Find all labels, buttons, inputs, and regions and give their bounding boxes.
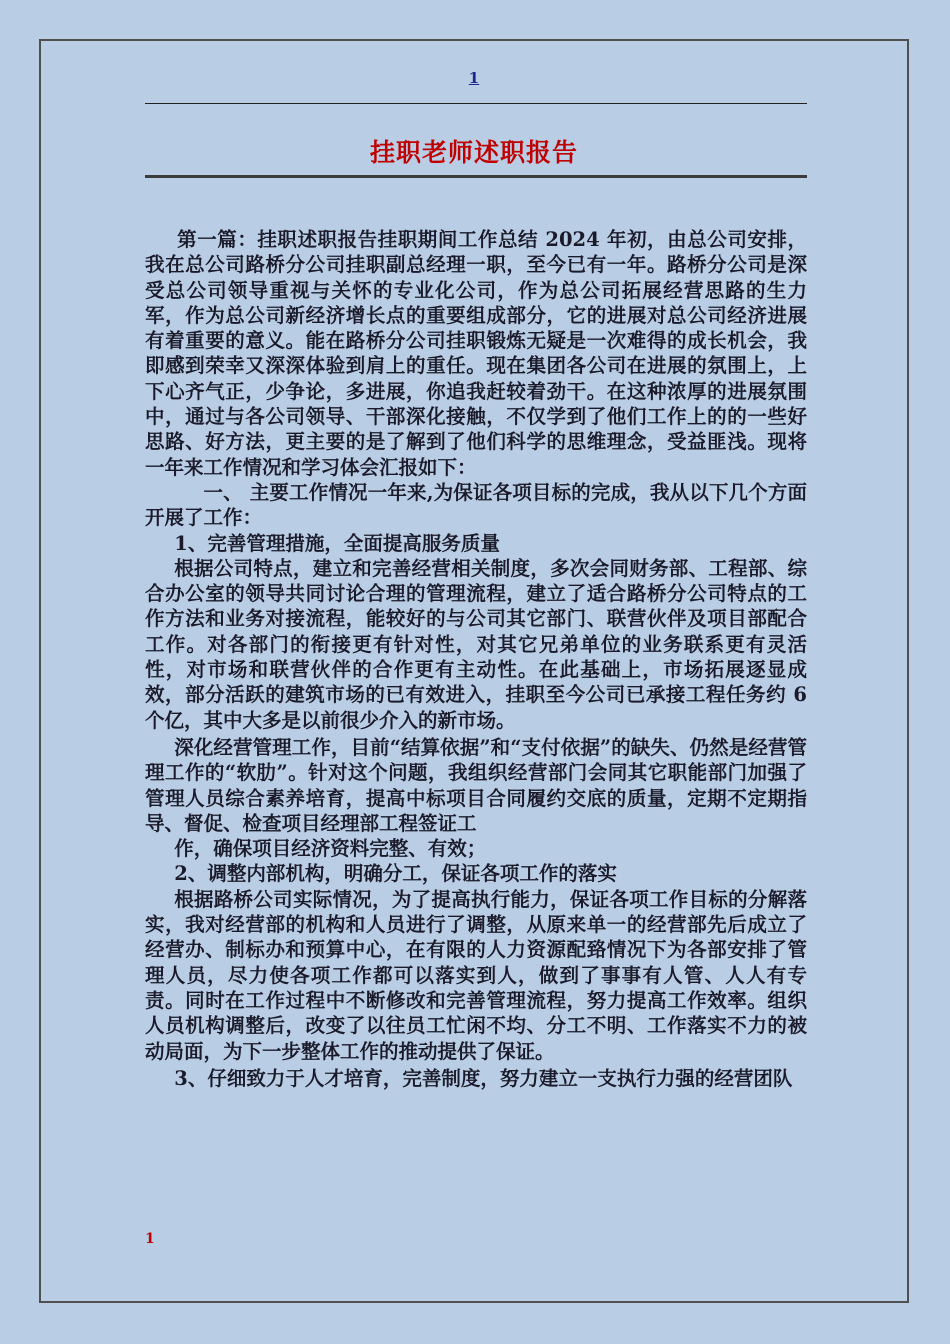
paragraph: 一、 主要工作情况一年来,为保证各项目标的完成，我从以下几个方面开展了工作：	[145, 480, 807, 530]
footer-page-number: 1	[145, 1231, 155, 1247]
paragraph: 深化经营管理工作，目前“结算依据”和“支付依据”的缺失、仍然是经营管理工作的“软肋”。针对这个问题，我组织经营部门会同其它职能部门加强了管理人员综合素养培育，提高中标项目合同履约交底的质量，定期不定期指导、督促、检查项目经理部工程签证工	[145, 735, 807, 835]
paragraph: 根据公司特点，建立和完善经营相关制度，多次会同财务部、工程部、综合办公室的领导共同讨论合理的管理流程，建立了适合路桥分公司特点的工作方法和业务对接流程，能较好的与公司其它部门、联营伙伴及项目部配合工作。对各部门的衔接更有针对性，对其它兄弟单位的业务联系更有灵活性，对市场和联营伙伴的合作更有主动性。在此基础上，市场拓展逐显成效，部分活跃的建筑市场的已有效进入，挂职至今公司已承接工程任务约 6 个亿，其中大多是以前很少介入的新市场。	[145, 556, 807, 732]
document-body	[145, 227, 807, 1091]
paragraph: 作，确保项目经济资料完整、有效；	[174, 837, 487, 861]
paragraph: 第一篇：挂职述职报告挂职期间工作总结 2024 年初，由总公司安排，我在总公司路桥分公司挂职副总经理一职，至今已有一年。路桥分公司是深受总公司领导重视与关怀的专业化公司，作为总公司拓展经营思路的生力军，作为总公司新经济增长点的重要组成部分，它的进展对总公司经济进展有着重要的意义。能在路桥分公司挂职锻炼无疑是一次难得的成长机会，我即感到荣幸又深深体验到肩上的重任。现在集团各公司在进展的氛围上，上下心齐气正，少争论，多进展，你追我赶较着劲干。在这种浓厚的进展氛围中，通过与各公司领导、干部深化接触，不仅学到了他们工作上的的一些好思路、好方法，更主要的是了解到了他们科学的思维理念，受益匪浅。现将一年来工作情况和学习体会汇报如下：	[145, 228, 807, 479]
section-heading: 3、仔细致力于人才培育，完善制度，努力建立一支执行力强的经营团队	[174, 1066, 793, 1090]
section-heading: 2、调整内部机构，明确分工，保证各项工作的落实	[174, 862, 617, 886]
section-heading: 1、完善管理措施，全面提高服务质量	[174, 531, 500, 555]
header-page-number: 1	[468, 69, 480, 87]
document-title: 挂职老师述职报告	[369, 138, 578, 167]
paragraph: 根据路桥公司实际情况，为了提高执行能力，保证各项工作目标的分解落实，我对经营部的机构和人员进行了调整，从原来单一的经营部先后成立了经营办、制标办和预算中心，在有限的人力资源配臵情况下为各部安排了管理人员，尽力使各项工作都可以落实到人，做到了事事有人管、人人有专责。同时在工作过程中不断修改和完善管理流程，努力提高工作效率。组织人员机构调整后，改变了以往员工忙闲不均、分工不明、工作落实不力的被动局面，为下一步整体工作的推动提供了保证。	[145, 887, 807, 1063]
title-divider	[145, 175, 807, 178]
header-divider	[145, 103, 807, 104]
document-page	[39, 39, 909, 1303]
